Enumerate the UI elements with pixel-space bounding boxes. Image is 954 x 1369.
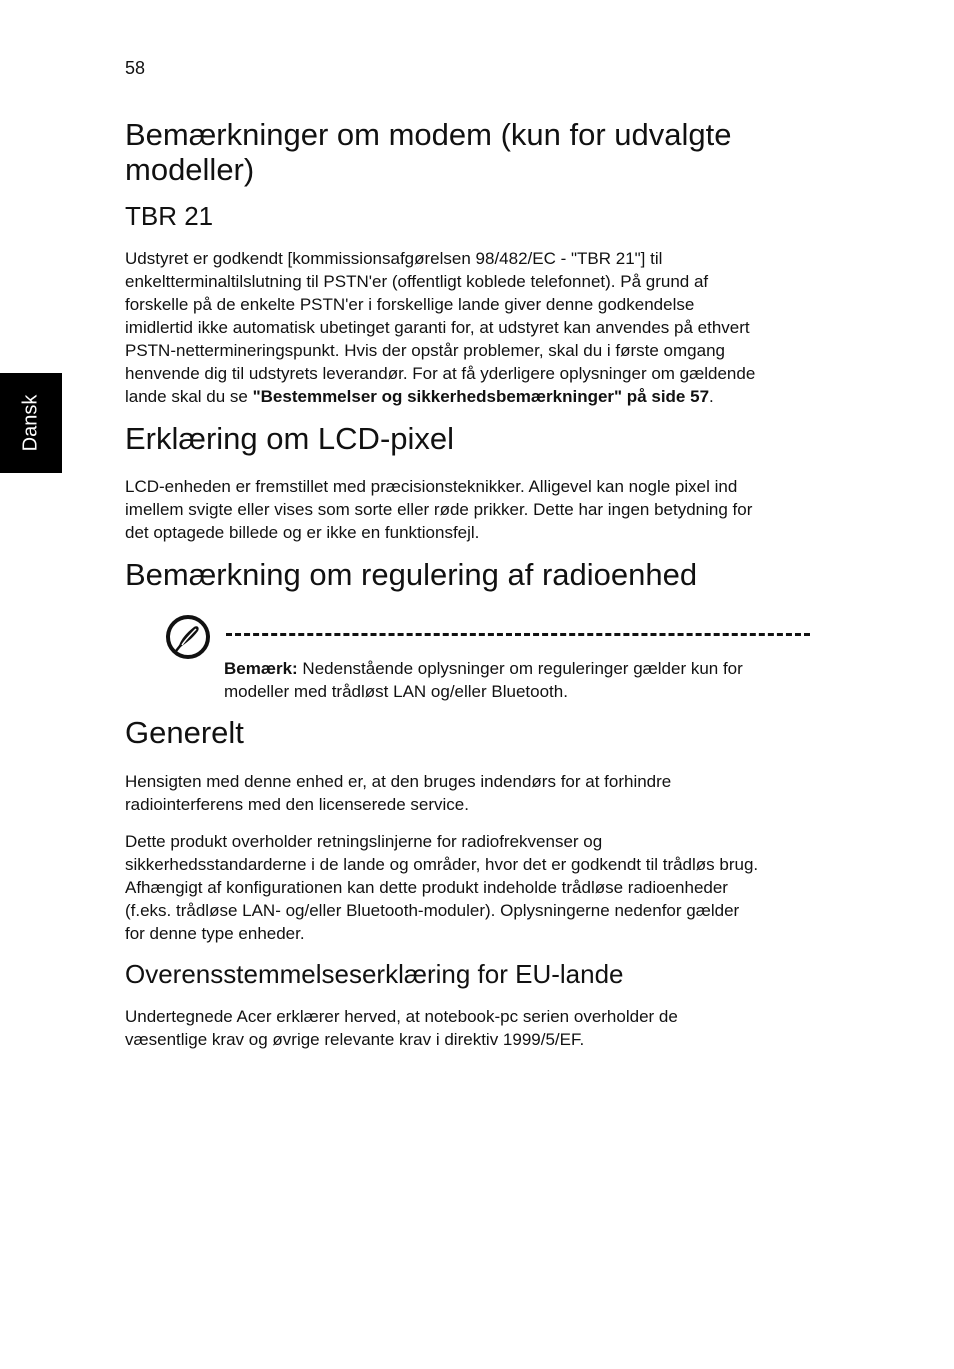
modem-body-line: forskelle på de enkelte PSTN'er i forskellige lande giver denne godkendelse xyxy=(125,295,695,314)
eu-title: Overensstemmelseserklæring for EU-lande xyxy=(125,959,624,989)
general-p1-line: Hensigten med denne enhed er, at den bruges indendørs for at forhindre xyxy=(125,772,672,791)
page-number: 58 xyxy=(125,58,146,78)
note-text xyxy=(224,657,814,703)
modem-body-line: imidlertid ikke automatisk ubetinget garanti for, at udstyret kan anvendes på ethvert xyxy=(125,318,750,337)
modem-body-last-line xyxy=(125,385,815,408)
modem-body-line: henvende dig til udstyrets leverandør. For at få yderligere oplysninger om gældende xyxy=(125,364,756,383)
general-p2-line: sikkerhedsstandarderne i de lande og områder, hvor det er godkendt til trådløs brug. xyxy=(125,855,759,874)
modem-body-line: enkeltterminaltilslutning til PSTN'er (offentligt koblede telefonnet). På grund af xyxy=(125,272,709,291)
lcd-body-line: imellem svigte eller vises som sorte eller røde prikker. Dette har ingen betydning for xyxy=(125,500,753,519)
note-label: Bemærk: xyxy=(224,659,298,678)
general-p2-line: Afhængigt af konfigurationen kan dette produkt indeholde trådløse radioenheder xyxy=(125,878,728,897)
language-tab xyxy=(0,373,62,473)
modem-title-line2: modeller) xyxy=(125,152,255,187)
general-p2-line: Dette produkt overholder retningslinjerne for radiofrekvenser og xyxy=(125,832,603,851)
general-p2-line: for denne type enheder. xyxy=(125,924,305,943)
modem-title-line1: Bemærkninger om modem (kun for udvalgte xyxy=(125,117,732,152)
modem-body-line: Udstyret er godkendt [kommissionsafgørelsen 98/482/EC - "TBR 21"] til xyxy=(125,249,663,268)
note-line1: Nedenstående oplysninger om reguleringer gælder kun for xyxy=(297,659,743,678)
modem-last-prefix: lande skal du se xyxy=(125,387,253,406)
cross-reference-link[interactable]: "Bestemmelser og sikkerhedsbemærkninger" på side 57 xyxy=(252,387,710,406)
modem-body-line: PSTN-nettermineringspunkt. Hvis der opstår problemer, skal du i første omgang xyxy=(125,341,725,360)
lcd-title: Erklæring om LCD-pixel xyxy=(125,421,455,456)
note-line2: modeller med trådløst LAN og/eller Bluetooth. xyxy=(224,682,568,701)
language-tab-label: Dansk xyxy=(19,394,42,452)
note-divider xyxy=(226,633,810,636)
modem-last-suffix: . xyxy=(709,387,714,406)
general-p2-line: (f.eks. trådløse LAN- og/eller Bluetooth-moduler). Oplysningerne nedenfor gælder xyxy=(125,901,740,920)
lcd-body-line: det optagede billede og er ikke en funktionsfejl. xyxy=(125,523,480,542)
radio-title: Bemærkning om regulering af radioenhed xyxy=(125,557,698,592)
eu-body-line: væsentlige krav og øvrige relevante krav i direktiv 1999/5/EF. xyxy=(125,1030,585,1049)
general-title: Generelt xyxy=(125,715,244,750)
note-pen-icon xyxy=(164,613,212,661)
eu-body-line: Undertegnede Acer erklærer herved, at notebook-pc serien overholder de xyxy=(125,1007,678,1026)
lcd-body-line: LCD-enheden er fremstillet med præcisionsteknikker. Alligevel kan nogle pixel ind xyxy=(125,477,738,496)
tbr21-subtitle: TBR 21 xyxy=(125,201,214,231)
general-p1-line: radiointerferens med den licenserede service. xyxy=(125,795,469,814)
